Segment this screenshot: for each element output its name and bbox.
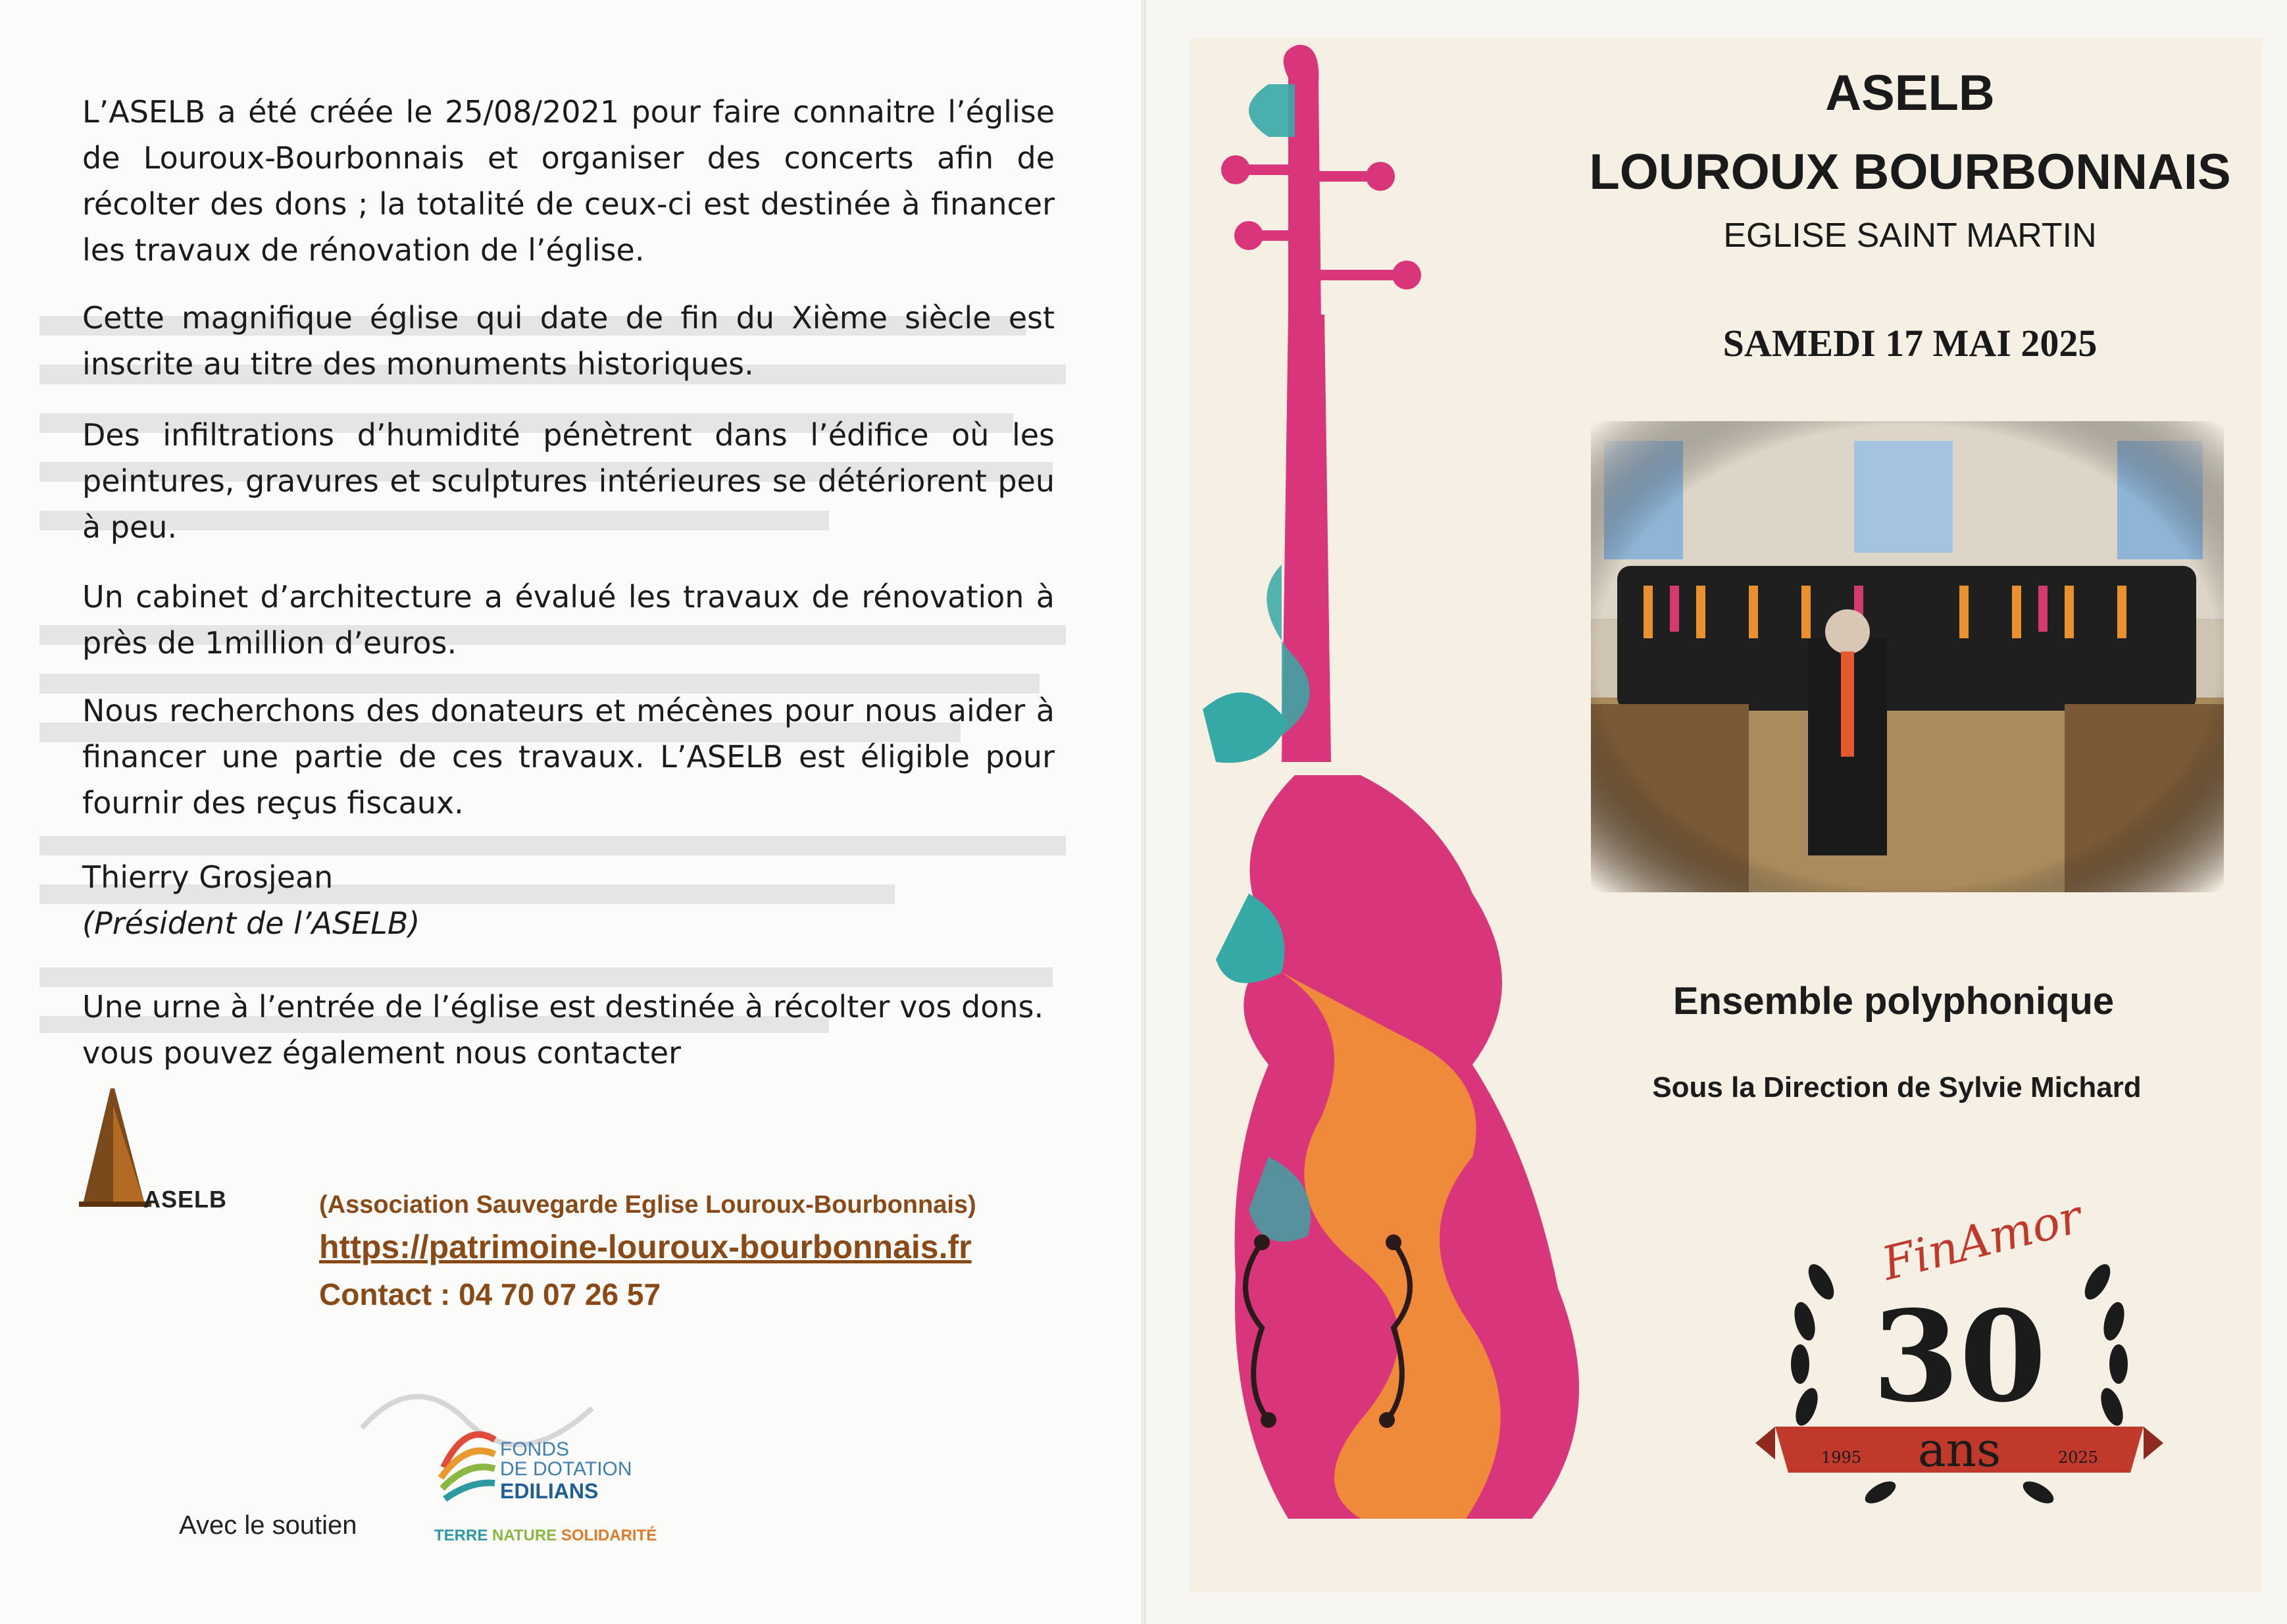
left-panel bbox=[0, 0, 1142, 1624]
org-title: ASELB bbox=[1825, 65, 1995, 121]
anniversary-number: 30 bbox=[1872, 1283, 2047, 1430]
direction-credit: Sous la Direction de Sylvie Michard bbox=[1652, 1071, 2142, 1104]
ensemble-title: Ensemble polyphonique bbox=[1672, 980, 2115, 1023]
sponsor-line-1: FONDS bbox=[500, 1438, 569, 1460]
aselb-logo-text: ASELB bbox=[143, 1186, 228, 1213]
signature-block bbox=[82, 854, 420, 946]
aselb-logo bbox=[79, 1086, 257, 1217]
year-end: 2025 bbox=[2058, 1448, 2099, 1467]
paragraph-history: Cette magnifique église qui date de fin du Xième siècle est inscrite au titre des monuments historiques. bbox=[82, 300, 1055, 382]
association-name: (Association Sauvegarde Eglise Louroux-Bourbonnais) bbox=[319, 1191, 976, 1219]
choir-photo bbox=[1591, 421, 2224, 892]
paragraph-creation: L’ASELB a été créée le 25/08/2021 pour faire connaitre l’église de Louroux-Bourbonnais et organiser des concerts afin de récolter des dons ; la totalité de ceux-ci est destinée à financer les travaux de rénovation de l’église. bbox=[82, 94, 1055, 268]
paragraph-donors: Nous recherchons des donateurs et mécènes pour nous aider à financer une partie de ces travaux. L’ASELB est éligible pour fournir des reçus fiscaux. bbox=[82, 693, 1055, 821]
anniversary-badge bbox=[1749, 1183, 2170, 1538]
tagline-nature: NATURE bbox=[492, 1527, 557, 1544]
sponsor-name: EDILIANS bbox=[500, 1479, 599, 1503]
edilians-logo bbox=[434, 1402, 711, 1560]
laurel-wreath-icon bbox=[1749, 1183, 2170, 1538]
year-start: 1995 bbox=[1821, 1448, 1862, 1467]
location-title: LOUROUX BOURBONNAIS bbox=[1589, 144, 2231, 200]
website-link[interactable]: https://patrimoine-louroux-bourbonnais.fr bbox=[319, 1229, 972, 1265]
page-fold bbox=[1142, 0, 1145, 1624]
violin-illustration bbox=[1190, 38, 1617, 1592]
signature-role: (Président de l’ASELB) bbox=[82, 905, 420, 941]
sponsor-tagline bbox=[434, 1527, 657, 1545]
church-name: EGLISE SAINT MARTIN bbox=[1723, 216, 2097, 255]
donors-paragraph bbox=[82, 688, 1055, 826]
intro-paragraph bbox=[82, 89, 1055, 273]
paragraph-cost: Un cabinet d’architecture a évalué les travaux de rénovation à près de 1million d’euros. bbox=[82, 579, 1055, 661]
cost-paragraph bbox=[82, 574, 1055, 666]
church-spire-icon bbox=[79, 1086, 151, 1211]
tagline-solidarite: SOLIDARITÉ bbox=[561, 1527, 657, 1544]
sponsor-line-2: DE DOTATION bbox=[500, 1458, 632, 1480]
contact-phone: Contact : 04 70 07 26 57 bbox=[319, 1277, 661, 1311]
paragraph-urn: Une urne à l’entrée de l’église est destinée à récolter vos dons. vous pouvez également nous contacter bbox=[82, 989, 1044, 1071]
support-label: Avec le soutien bbox=[179, 1511, 357, 1540]
tagline-terre: TERRE bbox=[434, 1527, 488, 1544]
finamor-script: FinAmor bbox=[1876, 1189, 2087, 1291]
concert-date: SAMEDI 17 MAI 2025 bbox=[1722, 322, 2098, 365]
damage-paragraph bbox=[82, 412, 1055, 550]
history-paragraph bbox=[82, 295, 1055, 387]
anniversary-ans: ans bbox=[1917, 1422, 2001, 1477]
right-panel bbox=[1190, 38, 2262, 1592]
signature-name: Thierry Grosjean bbox=[82, 859, 334, 895]
paragraph-damage: Des infiltrations d’humidité pénètrent dans l’édifice où les peintures, gravures et sculptures intérieures se détériorent peu à peu. bbox=[82, 417, 1055, 545]
urn-paragraph bbox=[82, 984, 1055, 1076]
edilians-swirl-icon bbox=[434, 1415, 497, 1507]
